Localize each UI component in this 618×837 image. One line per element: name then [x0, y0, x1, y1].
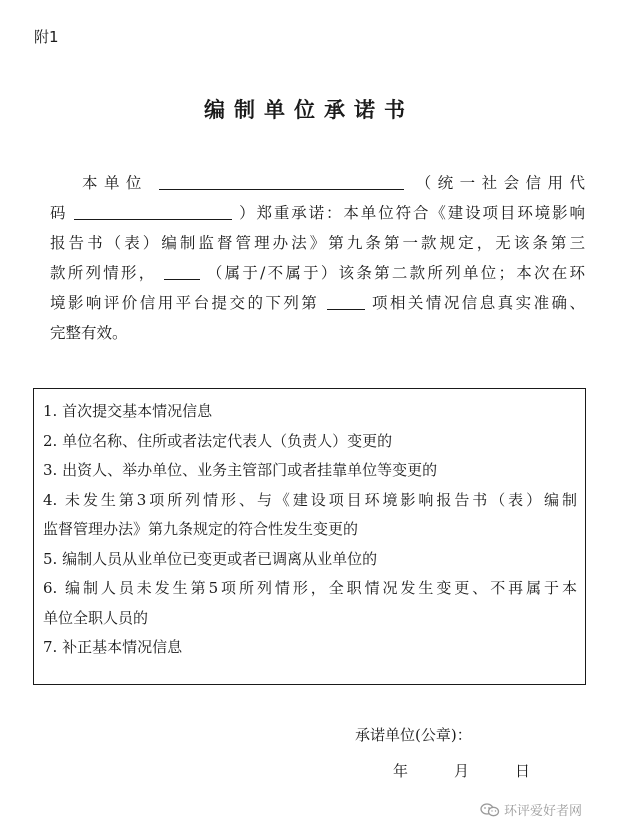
day-label: 日	[515, 762, 531, 780]
signature-label: 承诺单位(公章)：	[355, 726, 472, 744]
list-item-line: 3. 出资人、举办单位、业务主管部门或者挂靠单位等变更的	[43, 461, 438, 479]
paragraph-text: 码	[50, 204, 68, 222]
paragraph-line-2	[50, 198, 585, 228]
list-item-line: 监督管理办法》第九条规定的符合性发生变更的	[43, 520, 359, 538]
paragraph-text: （属于/不属于）该条第二款所列单位；本次在环	[206, 264, 585, 282]
list-item-line: 2. 单位名称、住所或者法定代表人（负责人）变更的	[43, 431, 393, 450]
list-item-line: 单位全职人员的	[43, 608, 149, 627]
paragraph-line-1	[50, 168, 585, 198]
paragraph-text: 完整有效。	[50, 324, 128, 342]
list-item-line: 6. 编制人员未发生第5项所列情形，全职情况发生变更、不再属于本	[43, 579, 577, 597]
paragraph-text: 报告书（表）编制监督管理办法》第九条第一款规定，无该条第三	[50, 234, 585, 252]
list-item-line: 4. 未发生第3项所列情形、与《建设项目环境影响报告书（表）编制	[43, 490, 577, 509]
paragraph-text: ）郑重承诺：本单位符合《建设项目环境影响	[239, 204, 585, 222]
document-title: 编制单位承诺书	[204, 97, 414, 122]
credit-code-blank[interactable]	[74, 201, 232, 220]
month-label: 月	[454, 762, 470, 780]
items-list	[43, 397, 577, 663]
list-item-line: 1. 首次提交基本情况信息	[43, 402, 213, 420]
paragraph-text: 境影响评价信用平台提交的下列第	[50, 294, 320, 312]
attachment-label: 附1	[34, 28, 59, 46]
unit-name-blank[interactable]	[159, 171, 404, 190]
watermark-text: 环评爱好者网	[504, 804, 583, 819]
year-label: 年	[393, 762, 409, 780]
list-item-line: 5. 编制人员从业单位已变更或者已调离从业单位的	[43, 549, 378, 568]
item-number-blank[interactable]	[327, 291, 365, 310]
paragraph-text: 项相关情况信息真实准确、	[372, 294, 585, 312]
commitment-paragraph	[50, 168, 585, 348]
paragraph-line-4	[50, 258, 585, 288]
watermark	[480, 800, 582, 819]
wechat-icon	[480, 803, 500, 817]
paragraph-line-5	[50, 288, 585, 318]
paragraph-text: 本单位	[82, 174, 148, 192]
paragraph-line-6	[50, 318, 585, 348]
date-line	[393, 760, 530, 781]
paragraph-line-3	[50, 228, 585, 258]
items-box	[33, 388, 586, 685]
belongs-blank[interactable]	[164, 261, 200, 280]
paragraph-text: 款所列情形，	[50, 264, 157, 282]
paragraph-text: （统一社会信用代	[415, 174, 585, 192]
list-item-line: 7. 补正基本情况信息	[43, 638, 183, 656]
